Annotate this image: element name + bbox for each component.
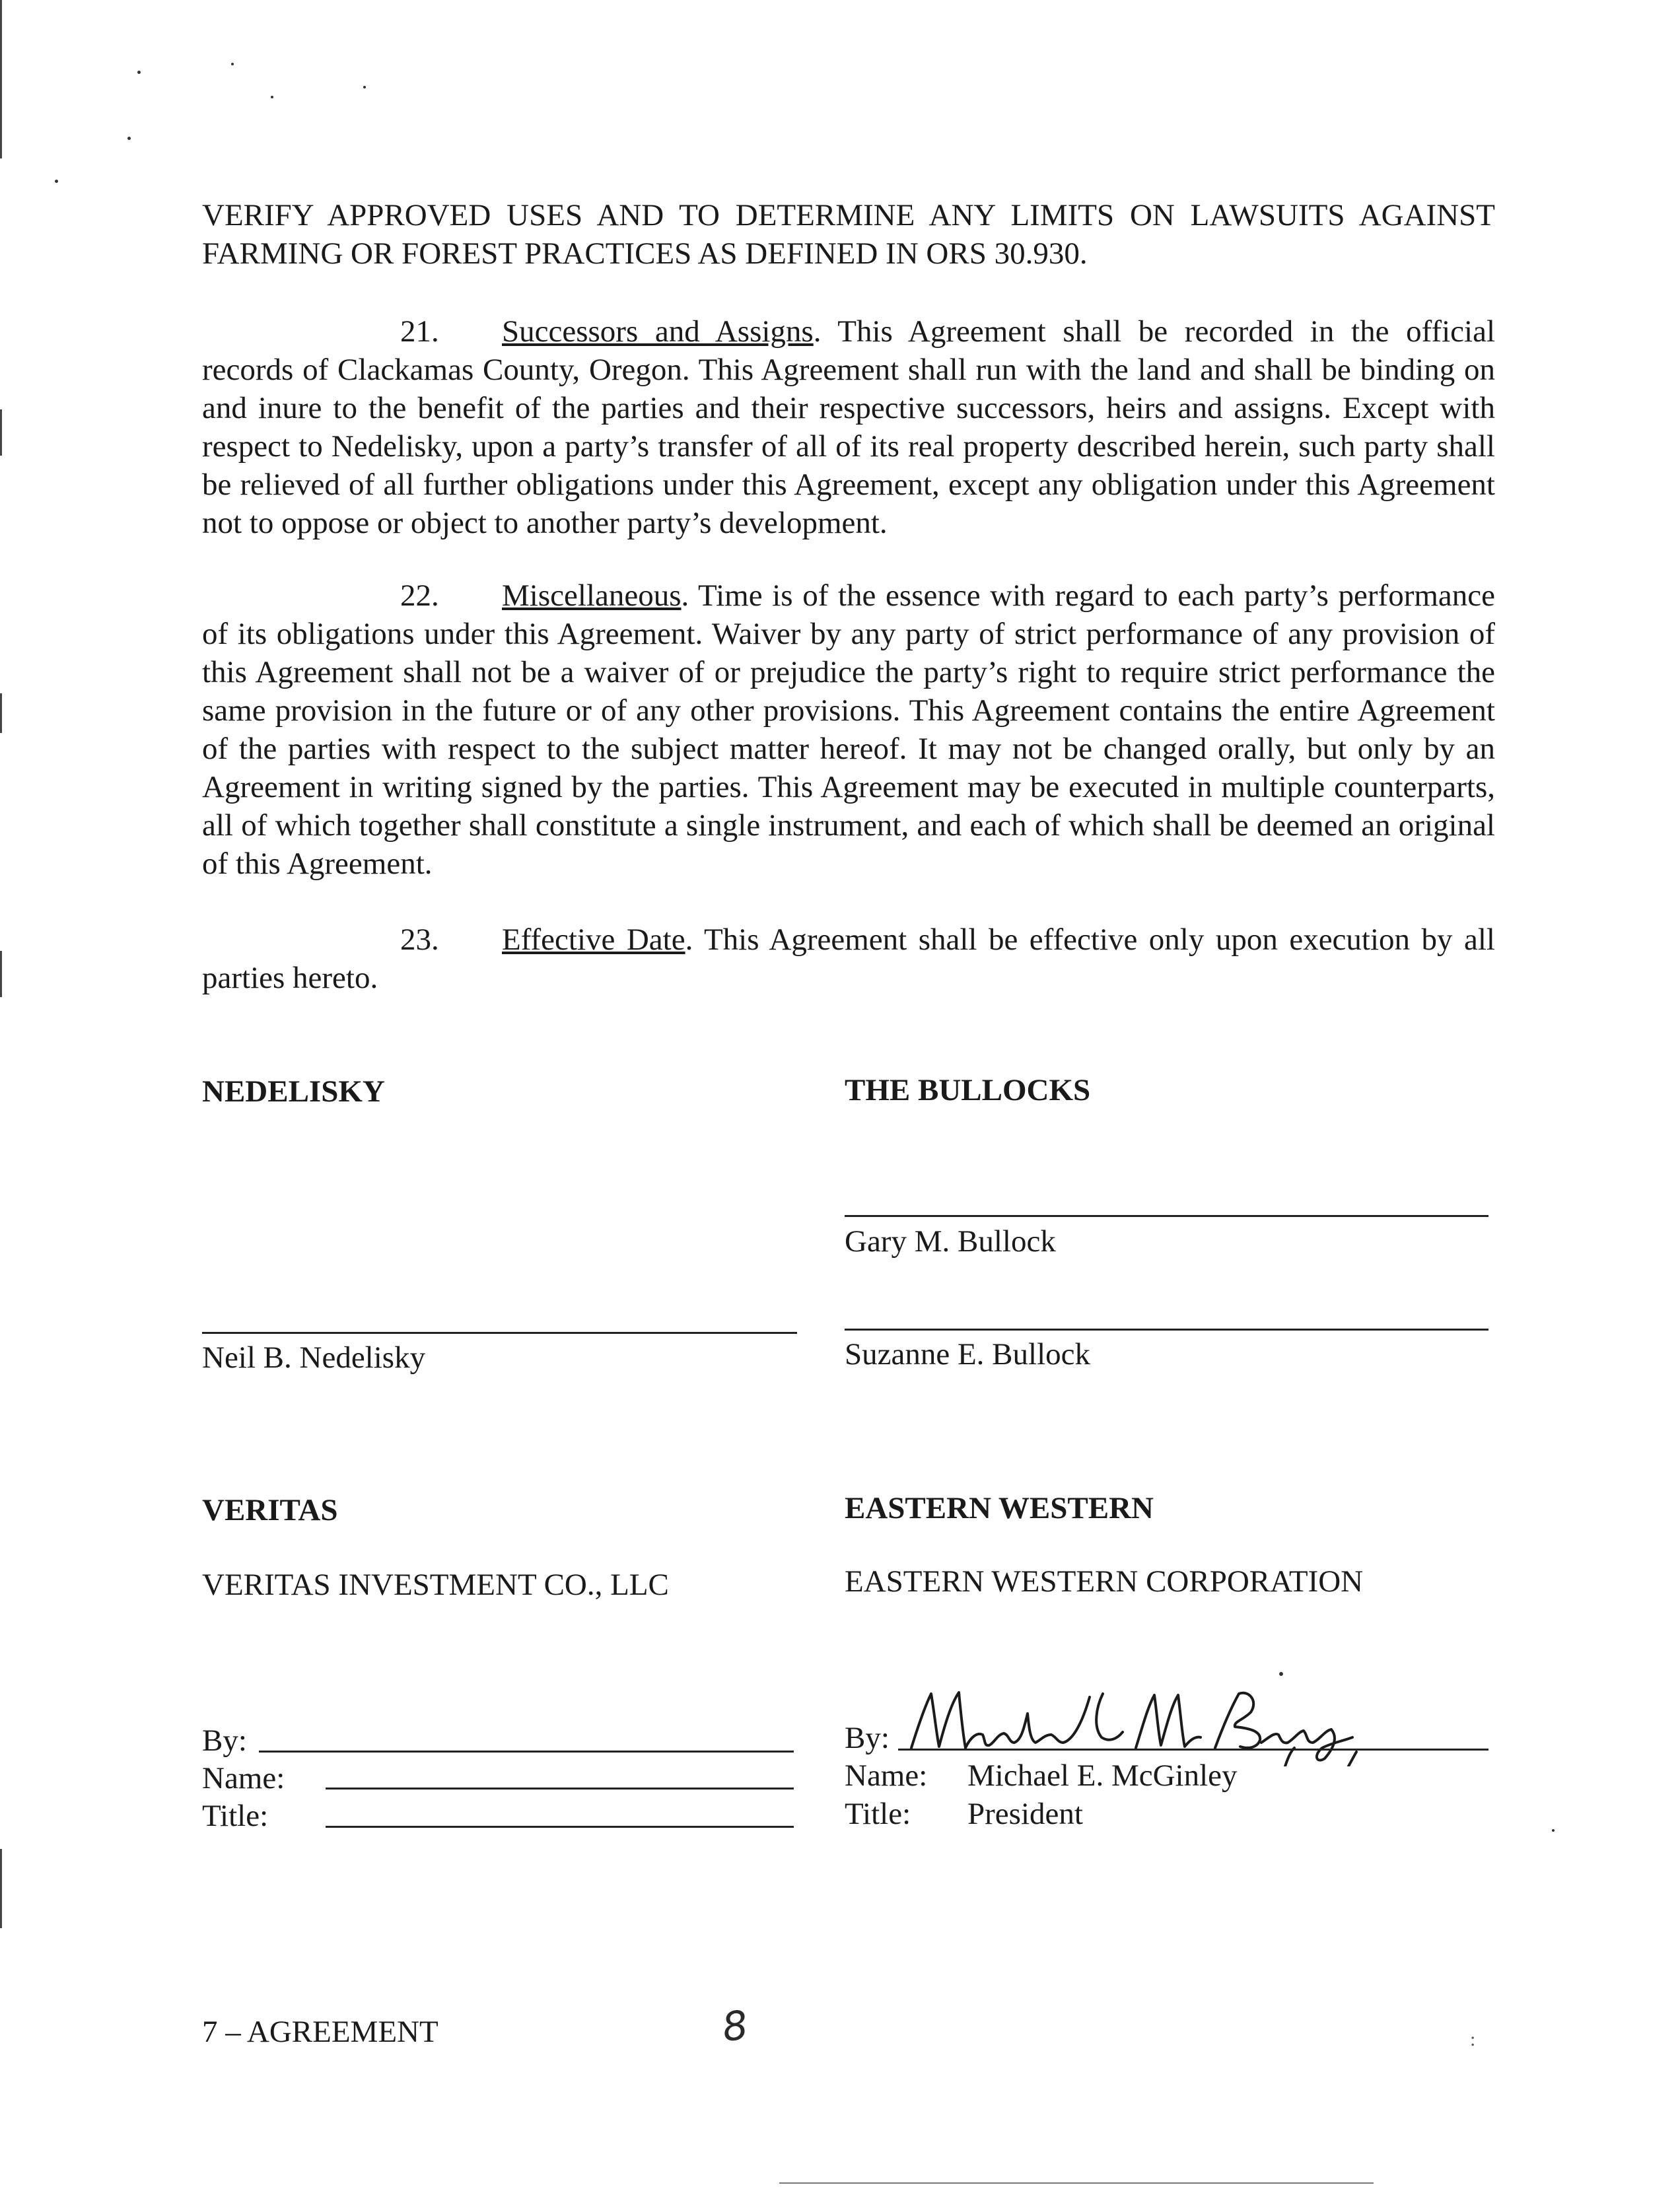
suzanne-signature-line [845, 1329, 1488, 1331]
intro-paragraph [202, 196, 1495, 273]
veritas-entity: VERITAS INVESTMENT CO., LLC [202, 1568, 669, 1602]
gary-signature-line [845, 1215, 1488, 1217]
eastern-western-by-label: By: [845, 1721, 890, 1755]
section-number: 22. [400, 578, 439, 613]
section-22 [202, 576, 1495, 883]
section-body: . This Agreement shall be recorded in the official records of Clackamas County, Oregon. This Agreement shall run with the land and shall be binding on and inure to the benefit of the parties and their respective successors, heirs and assigns. Except with respect to Nedelisky, upon a party’s transfer of all of its real property described herein, such party shall be relieved of all further obligations under this Agreement, except any obligation under this Agreement not to oppose or object to another party’s development. [202, 314, 1496, 540]
nedelisky-heading: NEDELISKY [202, 1074, 385, 1109]
section-heading: Successors and Assigns [502, 314, 814, 349]
eastern-western-title-value: President [967, 1797, 1083, 1831]
footer-colon-mark: : [1470, 2029, 1476, 2050]
scan-speck [137, 71, 141, 74]
veritas-by-label: By: [202, 1723, 247, 1758]
scan-edge-mark [0, 409, 2, 456]
section-21 [202, 312, 1495, 542]
section-heading: Effective Date [502, 922, 685, 957]
scan-speck [55, 180, 58, 183]
section-body: . This Agreement shall be effective only upon execution by all parties hereto. [202, 922, 1495, 995]
suzanne-signer-name: Suzanne E. Bullock [845, 1337, 1091, 1372]
scan-speck [231, 63, 234, 65]
veritas-title-line [326, 1826, 794, 1828]
scan-speck [271, 96, 273, 98]
veritas-by-line [259, 1751, 794, 1753]
eastern-western-name-label: Name: [845, 1758, 928, 1793]
eastern-western-heading: EASTERN WESTERN [845, 1491, 1154, 1525]
bullocks-heading: THE BULLOCKS [845, 1073, 1091, 1107]
veritas-name-label: Name: [202, 1761, 285, 1795]
eastern-western-name-value: Michael E. McGinley [967, 1758, 1238, 1793]
scan-speck [363, 86, 366, 88]
handwritten-signature [905, 1674, 1393, 1766]
section-23 [202, 921, 1495, 997]
eastern-western-entity: EASTERN WESTERN CORPORATION [845, 1564, 1364, 1599]
section-body: . Time is of the essence with regard to each party’s performance of its obligations under this Agreement. Waiver by any party of strict performance of any provision of this Agreement shall not be a waiver of or prejudice the party’s right to require strict performance the same provision in the future or of any other provisions. This Agreement contains the entire Agreement of the parties with respect to the subject matter hereof. It may not be changed orally, but only by an Agreement in writing signed by the parties. This Agreement may be executed in multiple counterparts, all of which together shall constitute a single instrument, and each of which shall be deemed an original of this Agreement. [202, 578, 1495, 881]
scan-bottom-artifact [779, 2182, 1374, 2184]
page-footer-label: 7 – AGREEMENT [202, 2015, 438, 2049]
nedelisky-signature-line [202, 1332, 797, 1334]
scan-speck [127, 137, 131, 140]
scan-speck [1552, 1829, 1555, 1832]
scan-edge-mark [0, 1849, 2, 1928]
handwritten-page-number: 8 [719, 2001, 751, 2052]
section-number: 23. [400, 922, 439, 957]
veritas-title-label: Title: [202, 1799, 269, 1833]
veritas-heading: VERITAS [202, 1493, 338, 1527]
gary-signer-name: Gary M. Bullock [845, 1224, 1056, 1259]
scan-edge-mark [0, 0, 2, 158]
intro-text: VERIFY APPROVED USES AND TO DETERMINE ANY LIMITS ON LAWSUITS AGAINST FARMING OR FOREST PRACTICES AS DEFINED IN ORS 30.930. [202, 198, 1495, 271]
section-number: 21. [400, 314, 439, 349]
section-heading: Miscellaneous [502, 578, 682, 613]
veritas-name-line [326, 1788, 794, 1789]
scan-edge-mark [0, 693, 2, 733]
eastern-western-title-label: Title: [845, 1797, 911, 1831]
nedelisky-signer-name: Neil B. Nedelisky [202, 1340, 426, 1375]
scan-edge-mark [0, 951, 2, 997]
